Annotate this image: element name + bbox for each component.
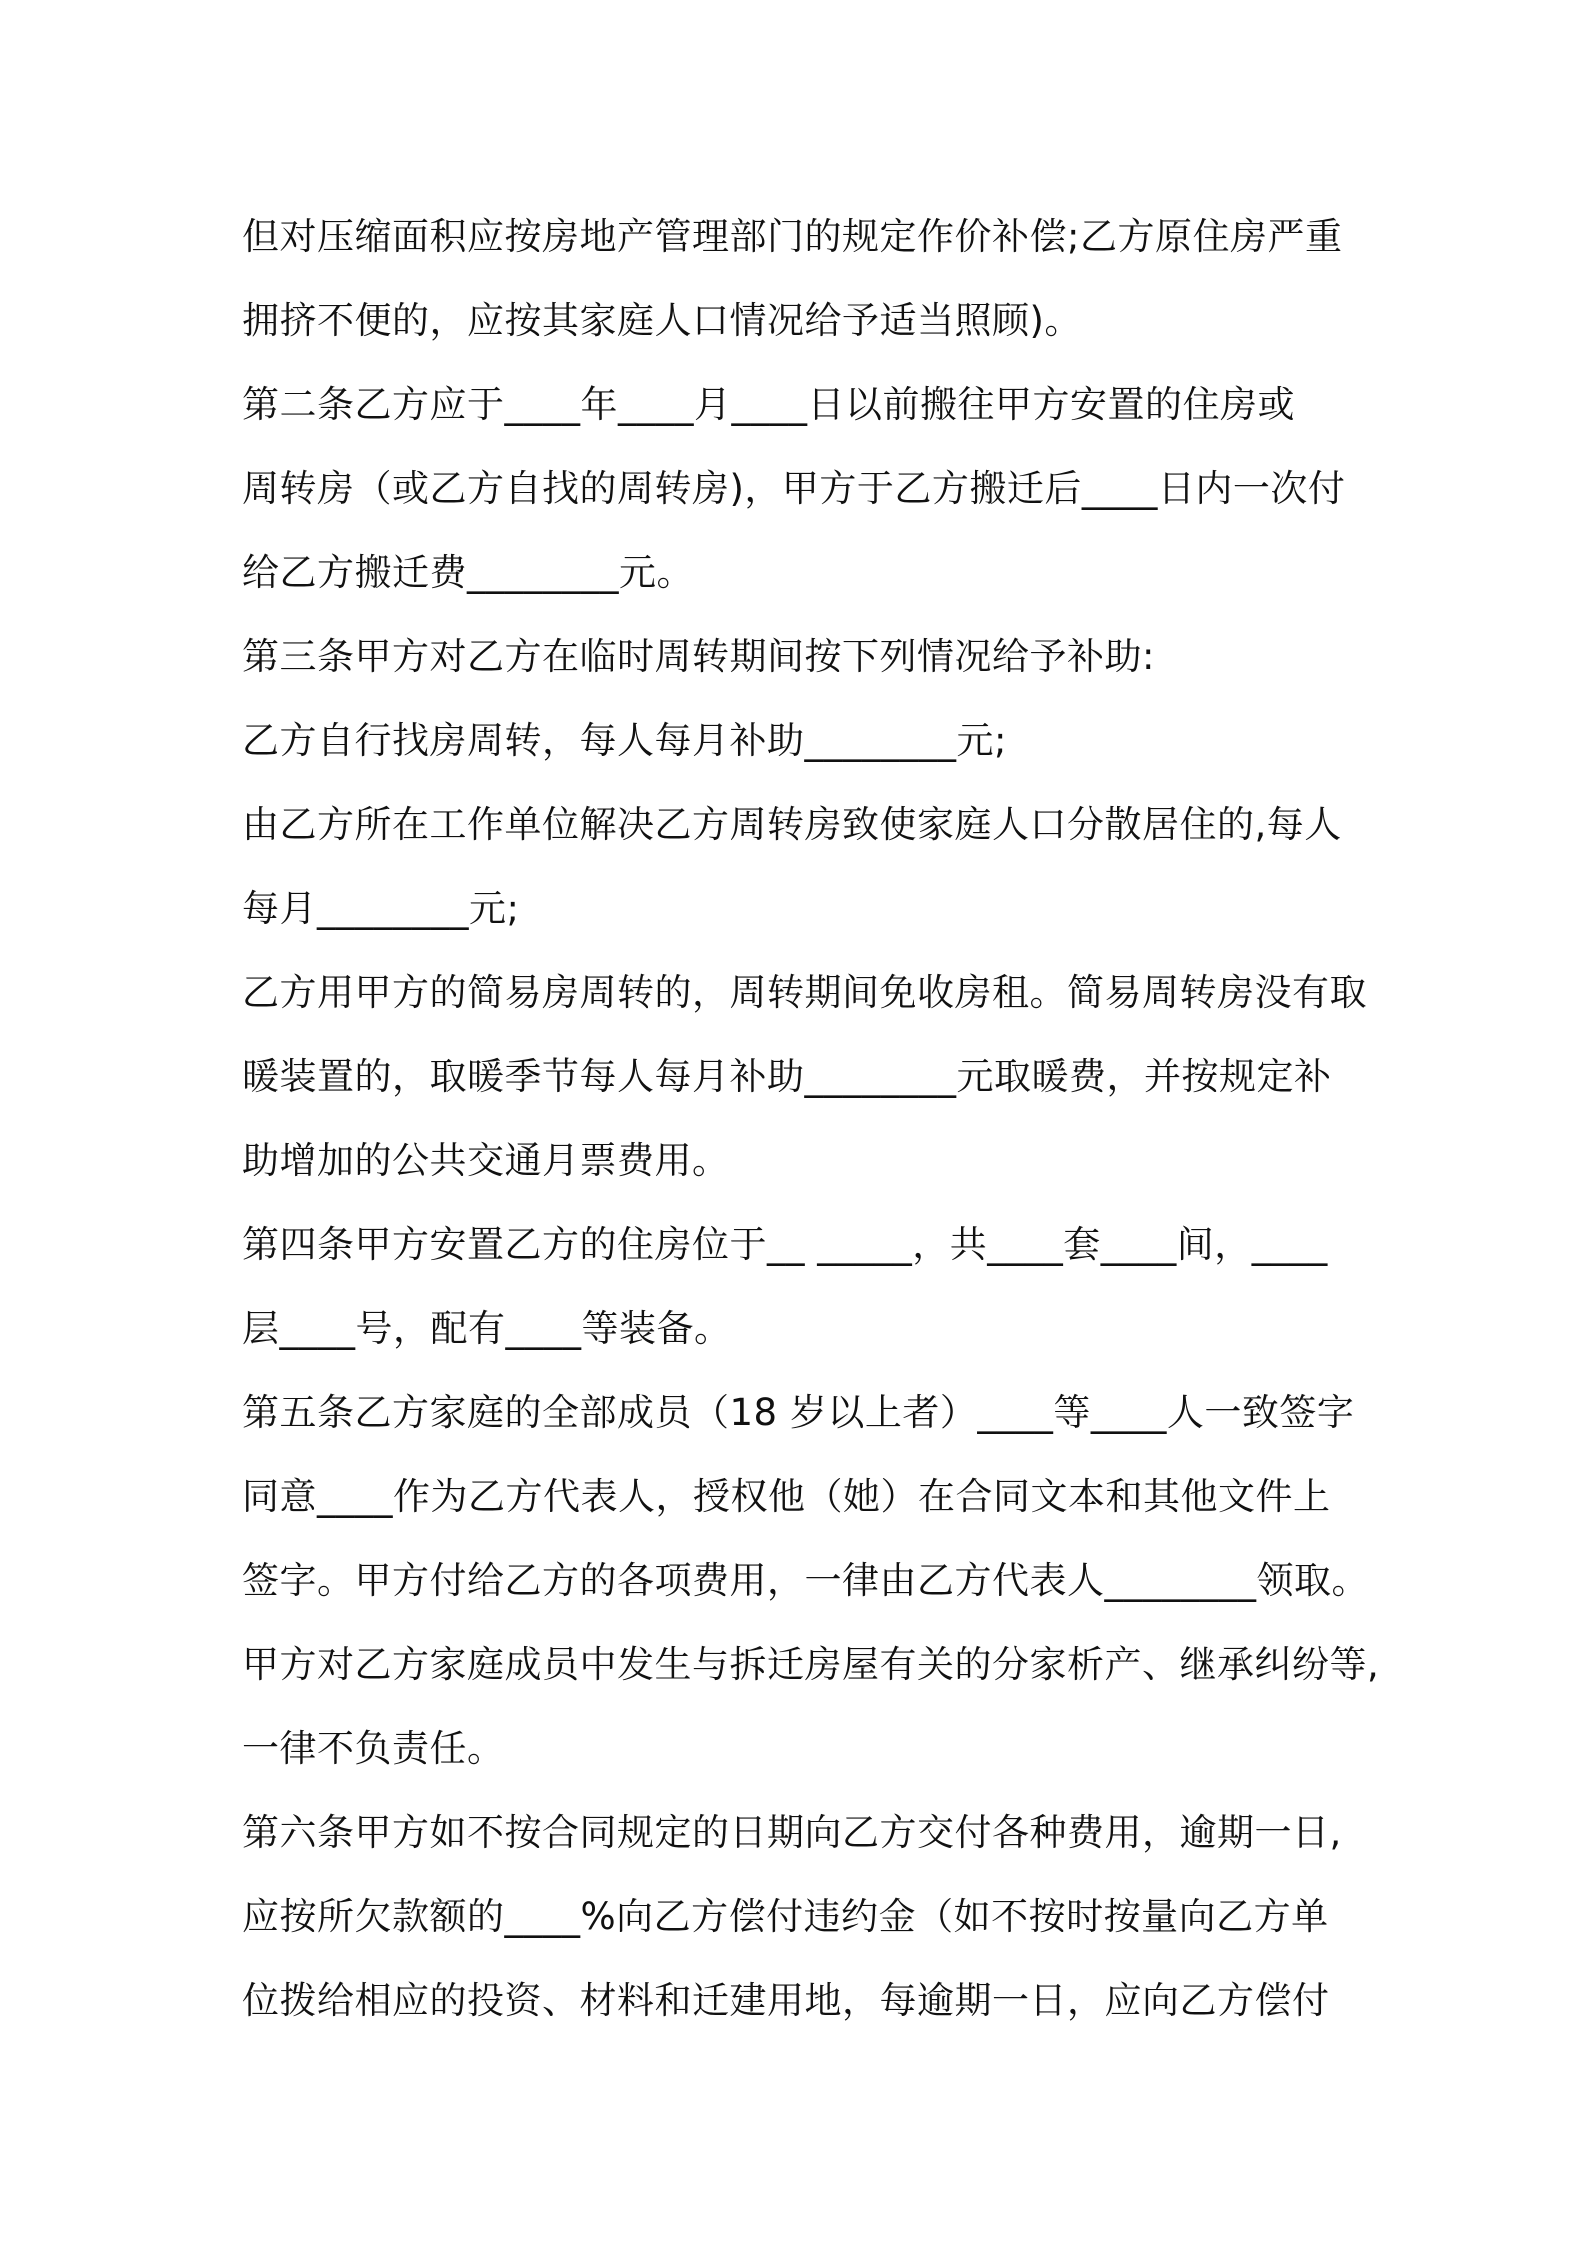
text-line: 每月________元;	[242, 887, 520, 930]
text-line: 暖装置的，取暖季节每人每月补助________元取暖费，并按规定补	[242, 1055, 1332, 1098]
text-line: 由乙方所在工作单位解决乙方周转房致使家庭人口分散居住的,每人	[242, 803, 1342, 846]
text-line: 甲方对乙方家庭成员中发生与拆迁房屋有关的分家析产、继承纠纷等,	[242, 1643, 1380, 1686]
text-line: 第三条甲方对乙方在临时周转期间按下列情况给予补助:	[242, 635, 1155, 678]
text-line: 拥挤不便的，应按其家庭人口情况给予适当照顾)。	[242, 299, 1082, 342]
text-line: 但对压缩面积应按房地产管理部门的规定作价补偿;乙方原住房严重	[242, 215, 1343, 258]
text-line: 助增加的公共交通月票费用。	[242, 1139, 730, 1182]
text-line: 给乙方搬迁费________元。	[242, 551, 694, 594]
text-line: 层____号，配有____等装备。	[242, 1307, 732, 1350]
text-line: 周转房（或乙方自找的周转房)，甲方于乙方搬迁后____日内一次付	[242, 467, 1346, 510]
text-line: 第六条甲方如不按合同规定的日期向乙方交付各种费用，逾期一日,	[242, 1811, 1342, 1854]
text-line: 第二条乙方应于____年____月____日以前搬往甲方安置的住房或	[242, 383, 1295, 426]
text-line: 第四条甲方安置乙方的住房位于__ _____，共____套____间，____	[242, 1223, 1328, 1266]
text-line: 乙方自行找房周转，每人每月补助________元;	[242, 719, 1007, 762]
text-line: 位拨给相应的投资、材料和迁建用地，每逾期一日，应向乙方偿付	[242, 1979, 1330, 2022]
text-line: 同意____作为乙方代表人，授权他（她）在合同文本和其他文件上	[242, 1475, 1331, 1518]
text-line: 应按所欠款额的____%向乙方偿付违约金（如不按时按量向乙方单	[242, 1895, 1329, 1938]
document-body	[242, 195, 1392, 2043]
text-line: 签字。甲方付给乙方的各项费用，一律由乙方代表人________领取。	[242, 1559, 1369, 1602]
text-line: 乙方用甲方的简易房周转的，周转期间免收房租。简易周转房没有取	[242, 971, 1367, 1014]
text-line: 第五条乙方家庭的全部成员（18 岁以上者）____等____人一致签字	[242, 1391, 1355, 1434]
text-line: 一律不负责任。	[242, 1727, 505, 1770]
